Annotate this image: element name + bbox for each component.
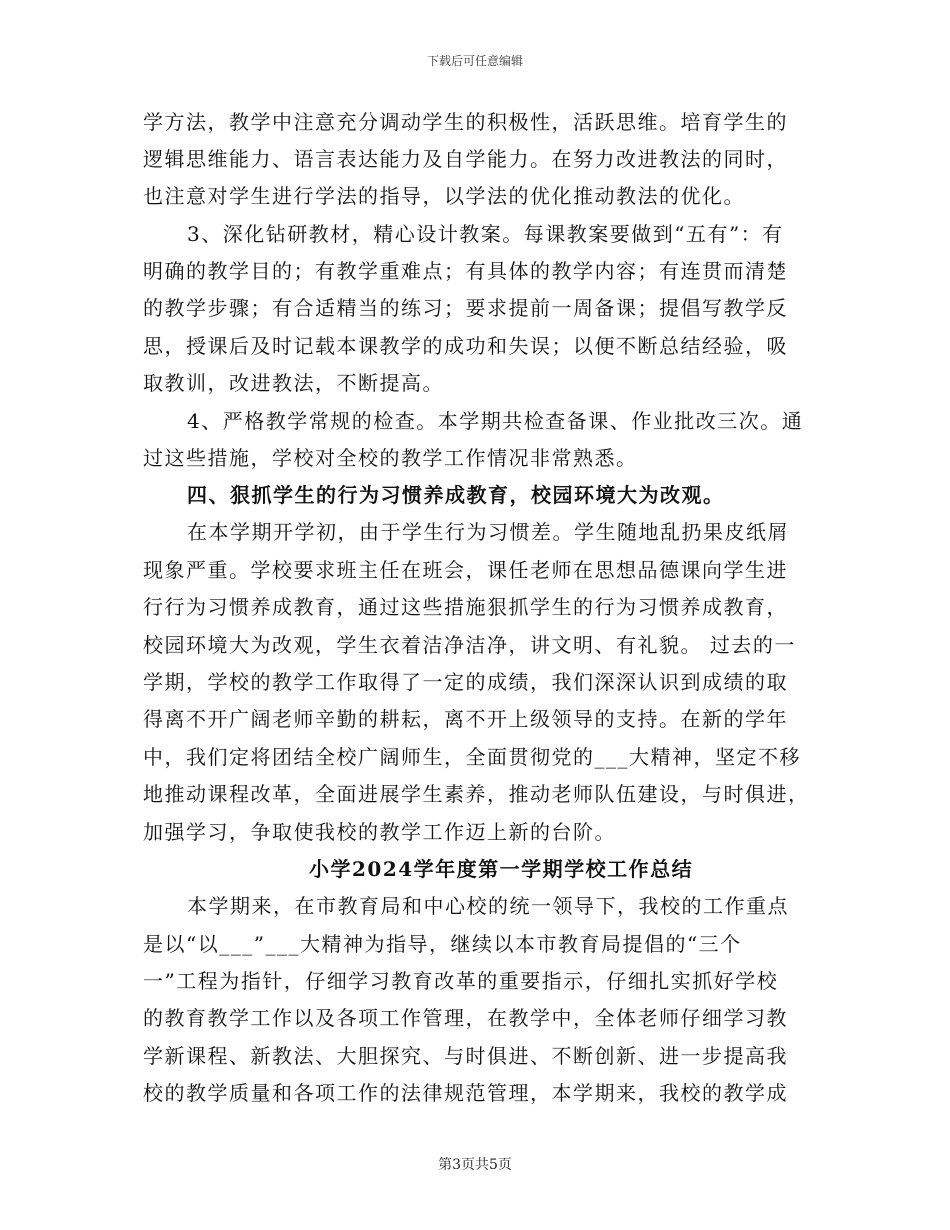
paragraph-line: 的教学步骤；有合适精当的练习；要求提前一周备课；提倡写教学反 [143, 296, 788, 320]
paragraph-line: 过这些措施，学校对全校的教学工作情况非常熟悉。 [143, 446, 638, 470]
paragraph-line: 本学期来，在市教育局和中心校的统一领导下，我校的工作重点 [187, 894, 789, 918]
page-footer: 第3页共5页 [438, 1157, 512, 1173]
paragraph-line: 4、严格教学常规的检查。本学期共检查备课、作业批改三次。通 [187, 409, 804, 433]
paragraph-line: 得离不开广阔老师辛勤的耕耘，离不开上级领导的支持。在新的学年 [143, 707, 788, 731]
paragraph-line: 加强学习，争取使我校的教学工作迈上新的台阶。 [143, 820, 616, 844]
paragraph-line: 地推动课程改革，全面进展学生素养，推动老师队伍建设，与时俱进， [143, 782, 810, 806]
paragraph-line: 思，授课后及时记载本课教学的成功和失误；以便不断总结经验，吸 [143, 334, 788, 358]
paragraph-line: 学期，学校的教学工作取得了一定的成绩，我们深深认识到成绩的取 [143, 670, 788, 694]
paragraph-line: 的教育教学工作以及各项工作管理，在教学中，全体老师仔细学习教 [143, 1006, 788, 1030]
paragraph-line: 行行为习惯养成教育，通过这些措施狠抓学生的行为习惯养成教育， [143, 595, 788, 619]
paragraph-line: 学方法，教学中注意充分调动学生的积极性，活跃思维。培育学生的 [143, 110, 788, 134]
paragraph-line: 逻辑思维能力、语言表达能力及自学能力。在努力改进教法的同时， [143, 147, 788, 171]
paragraph-line: 现象严重。学校要求班主任在班会，课任老师在思想品德课向学生进 [143, 558, 788, 582]
document-title: 小学2024学年度第一学期学校工作总结 [309, 857, 694, 881]
paragraph-line: 校的教学质量和各项工作的法律规范管理，本学期来，我校的教学成 [143, 1081, 788, 1105]
paragraph-line: 在本学期开学初，由于学生行为习惯差。学生随地乱扔果皮纸屑 [187, 520, 789, 544]
section-heading: 四、狠抓学生的行为习惯养成教育，校园环境大为改观。 [187, 483, 725, 507]
paragraph-line: 明确的教学目的；有教学重难点；有具体的教学内容；有连贯而清楚 [143, 259, 788, 283]
paragraph-line: 3、深化钻研教材，精心设计教案。每课教案要做到“五有”：有 [187, 222, 784, 246]
paragraph-line: 校园环境大为改观，学生衣着洁净洁净，讲文明、有礼貌。 过去的一 [143, 633, 796, 657]
paragraph-line: 中，我们定将团结全校广阔师生，全面贯彻党的___大精神，坚定不移 [143, 745, 801, 769]
paragraph-line: 学新课程、新教法、大胆探究、与时俱进、不断创新、进一步提高我 [143, 1044, 788, 1068]
paragraph-line: 一”工程为指针，仔细学习教育改革的重要指示，仔细扎实抓好学校 [143, 969, 779, 993]
paragraph-line: 取教训，改进教法，不断提高。 [143, 371, 444, 395]
paragraph-line: 是以“以___”___大精神为指导，继续以本市教育局提倡的“三个 [143, 932, 742, 956]
paragraph-line: 也注意对学生进行学法的指导，以学法的优化推动教法的优化。 [143, 184, 745, 208]
page-header: 下载后可任意编辑 [426, 54, 523, 68]
